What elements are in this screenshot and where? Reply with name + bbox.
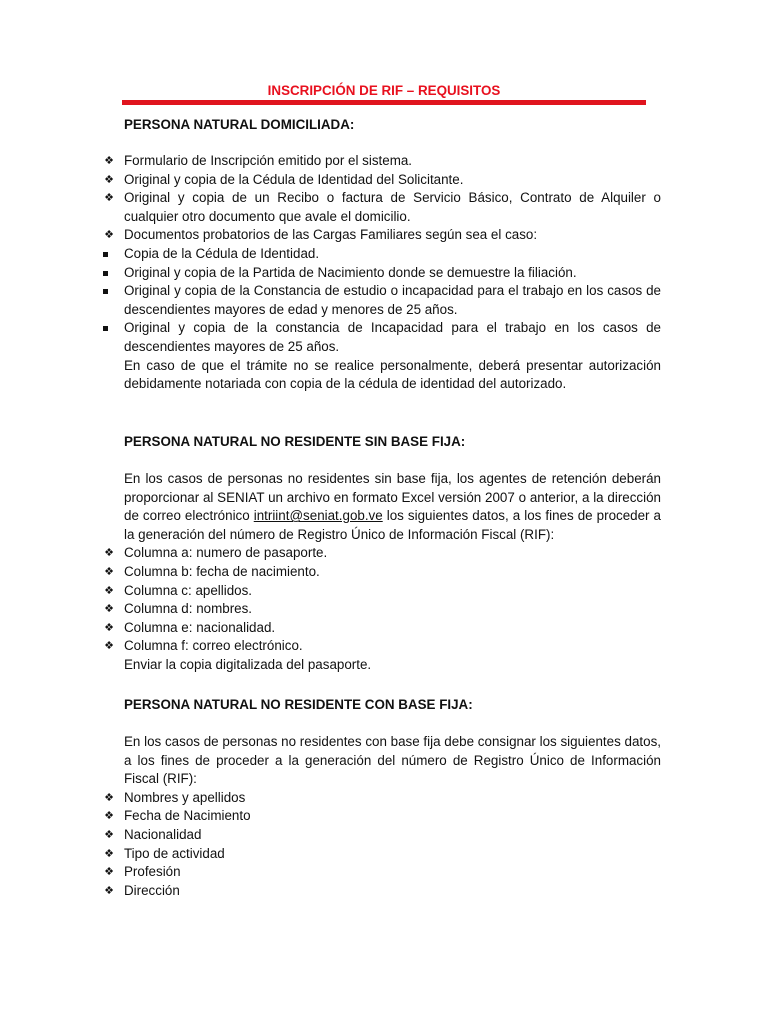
list-item: Original y copia de la constancia de Incapacidad para el trabajo en los casos de descendientes mayores de 25 años. <box>124 319 661 356</box>
list-item: ❖ Columna b: fecha de nacimiento. <box>124 563 661 582</box>
passport-note: Enviar la copia digitalizada del pasaporte. <box>124 656 372 672</box>
list-item: ❖ Columna d: nombres. <box>124 600 661 619</box>
square-bullet-icon <box>103 271 108 276</box>
con-base-data-list <box>104 789 661 901</box>
square-bullet-icon <box>103 289 108 294</box>
domiciliada-requirements <box>104 152 661 394</box>
list-item: ❖ Documentos probatorios de las Cargas Familiares según sea el caso: <box>124 226 661 245</box>
sin-base-columns-list <box>104 544 661 656</box>
diamond-bullet-icon: ❖ <box>104 827 114 841</box>
diamond-bullet-icon: ❖ <box>104 790 114 804</box>
diamond-bullet-icon: ❖ <box>104 639 114 653</box>
title-underline-rule <box>122 100 646 105</box>
diamond-bullet-icon: ❖ <box>104 846 114 860</box>
con-base-intro: En los casos de personas no residentes con base fija debe consignar los siguientes datos, a los fines de proceder a la generación del número de Registro Único de Información Fiscal (RIF): <box>124 734 661 787</box>
diamond-bullet-icon: ❖ <box>104 228 114 242</box>
document-title: INSCRIPCIÓN DE RIF – REQUISITOS <box>267 83 501 98</box>
sin-base-fija-content <box>104 470 661 675</box>
diamond-bullet-icon: ❖ <box>104 154 114 167</box>
list-item: ❖ Columna c: apellidos. <box>124 582 661 601</box>
list-item: ❖ Dirección <box>124 882 661 901</box>
list-item: ❖ Profesión <box>124 863 661 882</box>
email-link[interactable]: intriint@seniat.gob.ve <box>253 508 383 524</box>
heading-domiciliada: PERSONA NATURAL DOMICILIADA: <box>124 117 355 132</box>
con-base-fija-content <box>104 733 661 900</box>
sin-base-intro: En los casos de personas no residentes sin base fija, los agentes de retención deberán proporcionar al SENIAT un archivo en formato Excel versión 2007 o anterior, a la dirección de correo electrónico intriint@seniat.gob.ve los siguientes datos, a los fines de proceder a la generación del número de Registro Único de Información Fiscal (RIF): <box>124 471 661 542</box>
diamond-bullet-icon: ❖ <box>104 602 114 616</box>
list-item: Copia de la Cédula de Identidad. <box>124 245 661 264</box>
square-bullet-icon <box>103 326 108 331</box>
diamond-bullet-icon: ❖ <box>104 865 114 879</box>
diamond-bullet-icon: ❖ <box>104 883 114 897</box>
list-item: ❖ Fecha de Nacimiento <box>124 807 661 826</box>
list-item: ❖ Columna a: numero de pasaporte. <box>124 544 661 563</box>
square-bullet-icon <box>103 252 108 257</box>
list-item: Original y copia de la Partida de Nacimiento donde se demuestre la filiación. <box>124 264 661 283</box>
diamond-bullet-icon: ❖ <box>104 809 114 823</box>
diamond-bullet-icon: ❖ <box>104 546 114 560</box>
list-item: ❖ Nacionalidad <box>124 826 661 845</box>
list-item: ❖ Tipo de actividad <box>124 845 661 864</box>
list-item: ❖ Columna f: correo electrónico. <box>124 637 661 656</box>
diamond-bullet-icon: ❖ <box>104 564 114 578</box>
list-item: ❖ Formulario de Inscripción emitido por el sistema. <box>124 152 661 171</box>
authorization-note: En caso de que el trámite no se realice personalmente, deberá presentar autorización debidamente notariada con copia de la cédula de identidad del autorizado. <box>124 357 661 392</box>
list-item: Original y copia de la Constancia de estudio o incapacidad para el trabajo en los casos de descendientes mayores de edad y menores de 25 años. <box>124 282 661 319</box>
heading-con-base-fija: PERSONA NATURAL NO RESIDENTE CON BASE FIJA: <box>124 697 473 712</box>
diamond-bullet-icon: ❖ <box>104 191 114 205</box>
list-item: ❖ Columna e: nacionalidad. <box>124 619 661 638</box>
diamond-bullet-icon: ❖ <box>104 620 114 634</box>
list-item: ❖ Original y copia de la Cédula de Identidad del Solicitante. <box>124 171 661 190</box>
domiciliada-list <box>104 152 661 357</box>
heading-sin-base-fija: PERSONA NATURAL NO RESIDENTE SIN BASE FIJA: <box>124 434 466 449</box>
list-item: ❖ Original y copia de un Recibo o factura de Servicio Básico, Contrato de Alquiler o cualquier otro documento que avale el domicilio. <box>124 189 661 226</box>
diamond-bullet-icon: ❖ <box>104 583 114 597</box>
list-item: ❖ Nombres y apellidos <box>124 789 661 808</box>
diamond-bullet-icon: ❖ <box>104 172 114 186</box>
